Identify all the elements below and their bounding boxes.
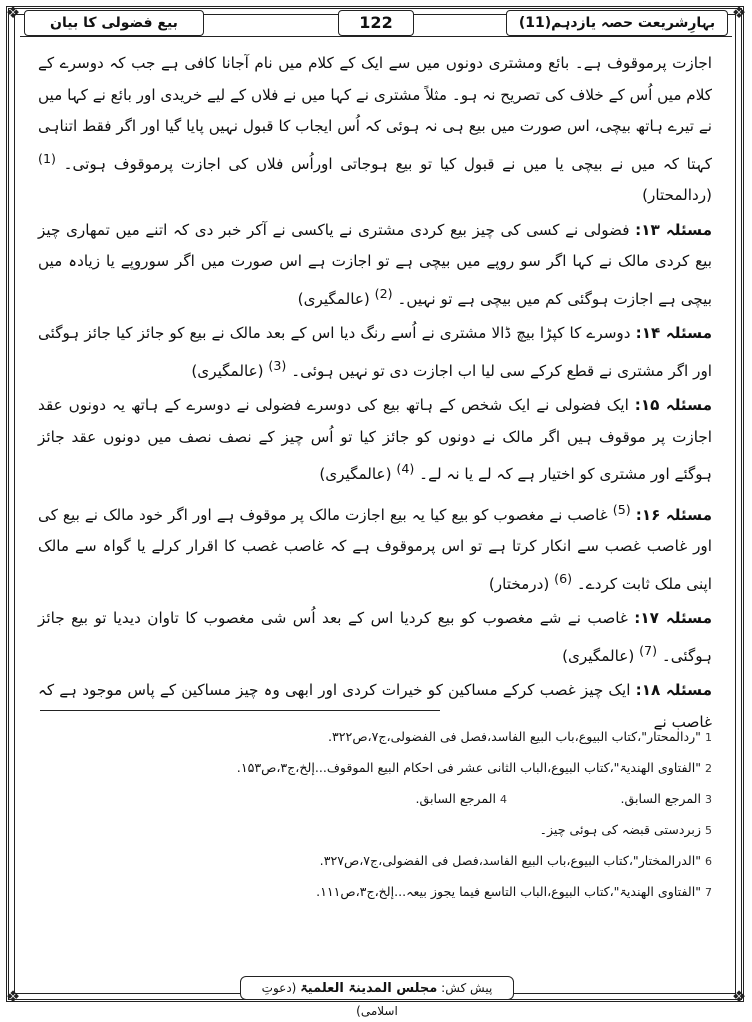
masala-label: مسئلہ ۱۴: <box>635 324 713 343</box>
paragraph <box>38 48 712 212</box>
publisher-footer <box>240 976 514 1018</box>
header-divider <box>20 36 732 37</box>
footer-suffix: (دعوتِ اسلامی) <box>261 981 398 1018</box>
footnote-text: "الدرالمختار"،کتاب البیوع،باب البیع الفاسد،فصل فی الفضولی،ج۷،ص۳۲۷. <box>319 853 701 868</box>
footnote-item <box>40 815 712 846</box>
footnotes <box>40 722 712 908</box>
corner-ornament-icon: ❖ <box>5 987 21 1006</box>
footnote-ref[interactable]: (6) <box>554 570 573 586</box>
footnote-text: "الفتاوی الھندیۃ"،کتاب البیوع،الباب التاسع فیما یجوز بیعہ...إلخ،ج۳،ص۱۱۱. <box>316 884 701 899</box>
footnote-item <box>40 846 712 877</box>
source-citation: (ردالمحتار) <box>642 186 712 205</box>
masala-label: مسئلہ ۱۷: <box>634 609 712 628</box>
masala-label: مسئلہ ۱۳: <box>635 220 713 239</box>
footnote-item <box>40 722 712 753</box>
footnote-item <box>40 753 712 784</box>
masala-paragraph <box>38 318 712 387</box>
source-citation: (عالمگیری) <box>319 465 392 484</box>
paragraph-text: غاصب نے شے مغصوب کو بیع کردیا اس کے بعد اُس شی مغصوب کا تاوان دیدیا تو بیع جائز ہوگئی۔ <box>38 609 712 665</box>
book-part-title: بہارِشریعت حصہ یازدہم(11) <box>506 10 728 36</box>
footnote-item <box>40 877 712 908</box>
footnote-number: 5 <box>705 824 712 837</box>
paragraph-text: ایک چیز غصب کرکے مساکین کو خیرات کردی اور ابھی وہ چیز مساکین کے پاس موجود ہے کہ غاصب نے <box>38 681 712 731</box>
footnote-ref[interactable]: (2) <box>374 285 393 301</box>
corner-ornament-icon: ❖ <box>5 3 21 22</box>
footnote-number: 4 <box>499 793 507 806</box>
footnote-number: 2 <box>705 762 712 775</box>
page-number: 122 <box>338 10 414 36</box>
masala-label: مسئلہ ۱۵: <box>634 396 712 415</box>
footnote-number: 7 <box>705 886 712 899</box>
source-citation: (درمختار) <box>488 574 550 593</box>
chapter-title: بیع فضولی کا بیان <box>24 10 204 36</box>
footnote-text: "الفتاوی الھندیۃ"،کتاب البیوع،الباب الثانی عشر فی احکام البیع الموقوف...إلخ،ج۳،ص۱۵۳. <box>236 760 701 775</box>
source-citation: (عالمگیری) <box>297 289 370 308</box>
paragraph-text: ایک فضولی نے ایک شخص کے ہاتھ بیع کی دوسرے فضولی نے دوسرے کے ہاتھ یہ دونوں عقد اجازت پر موقوف ہیں اگر مالک نے دونوں کو جائز کیا تو اُس چیز کے نصف نصف میں دونوں عقد جائز ہوگئے اور مشتری کو اختیار ہے کہ لے یا نہ لے۔ <box>38 396 712 484</box>
footnote-separator <box>40 710 440 711</box>
footnote-text: "ردالمحتار"،کتاب البیوع،باب البیع الفاسد،فصل فی الفضولی،ج۷،ص۳۲۲. <box>328 729 701 744</box>
footnote-ref[interactable]: (5) <box>612 501 631 517</box>
footnote-item <box>40 784 712 815</box>
paragraph-text: غاصب نے مغصوب کو بیع کیا یہ بیع اجازت مالک پر موقوف ہے اور اگر خود مالک نے بیع کی اور غاصب غصب سے انکار کرتا ہے تو اس پرموقوف ہے کہ غاصب غصب کا اقرار کرلے یا گواہ سے مالک اپنی ملک ثابت کردے۔ <box>38 505 712 593</box>
main-text <box>38 48 712 741</box>
masala-paragraph <box>38 215 712 316</box>
footnote-ref[interactable]: (1) <box>38 150 56 166</box>
footnote-text: زبردستی قبضہ کی ہوئی چیز۔ <box>539 822 701 837</box>
masala-paragraph <box>38 603 712 672</box>
footnote-ref[interactable]: (7) <box>639 642 658 658</box>
footnote-number: 3 <box>705 793 712 806</box>
page-header <box>20 6 732 36</box>
paragraph-text: فضولی نے کسی کی چیز بیع کردی مشتری نے یاکسی نے آکر خبر دی کہ اتنے میں تمھاری چیز بیع کردی مالک نے کہا اگر سو روپے میں بیچی ہے تو اجازت ہے اس صورت میں اگر سوروپے یا زیادہ میں بیچی ہے اجازت ہوگئی کم میں بیچی ہے تو نہیں۔ <box>38 220 712 308</box>
footnote-number: 1 <box>705 731 712 744</box>
masala-paragraph <box>38 494 712 601</box>
footnote-ref[interactable]: (4) <box>396 461 415 477</box>
corner-ornament-icon: ❖ <box>731 3 747 22</box>
source-citation: (عالمگیری) <box>191 361 264 380</box>
paragraph-text: اجازت پرموقوف ہے۔ بائع ومشتری دونوں میں سے ایک کے کلام میں نام آجانا کافی ہے جب کہ دوسرے کے کلام میں اُس کے خلاف کی تصریح نہ ہو۔ مثلاً مشتری نے کہا میں نے فلاں کے لیے خریدی اور بائع نے کہا میں نے تیرے ہاتھ بیچی، اس صورت میں بیع ہی نہ ہوئی کہ اُس ایجاب کا قبول نہیں پایا گیا اور اگر فقط اتناہی کہتا کہ میں نے بیچی یا میں نے قبول کیا تو بیع ہوجاتی اوراُس فلاں کی اجازت پرموقوف ہوتی۔ <box>38 54 712 173</box>
masala-paragraph <box>38 390 712 491</box>
footnote-number: 6 <box>705 855 712 868</box>
publisher-name: مجلس المدینۃ العلمیۃ <box>300 981 438 996</box>
footnote-ref[interactable]: (3) <box>268 357 287 373</box>
corner-ornament-icon: ❖ <box>731 987 747 1006</box>
paragraph-text: دوسرے کا کپڑا بیچ ڈالا مشتری نے اُسے رنگ دیا اس کے بعد مالک نے بیع کو جائز کیا جائز ہوگئی اور اگر مشتری نے قطع کرکے سی لیا اب اجازت دی تو نہیں ہوئی۔ <box>38 324 712 380</box>
masala-label: مسئلہ ۱۶: <box>635 505 713 524</box>
source-citation: (عالمگیری) <box>562 646 635 665</box>
footnote-text: المرجع السابق. <box>415 791 496 806</box>
footnote-text: المرجع السابق. <box>620 791 701 806</box>
footer-prefix: پیش کش: <box>441 981 493 995</box>
masala-label: مسئلہ ۱۸: <box>635 681 713 700</box>
